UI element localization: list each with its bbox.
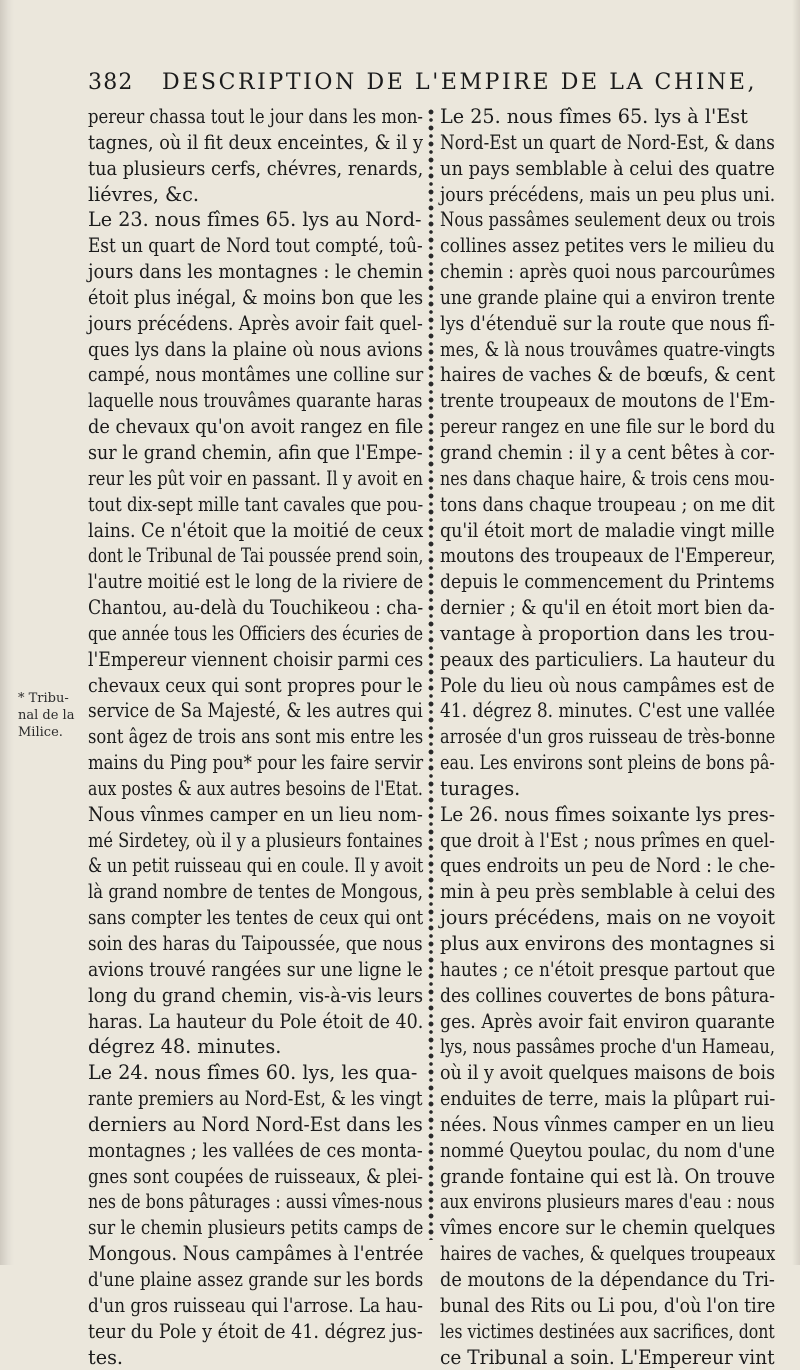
text-line: jours dans les montagnes : le chemin xyxy=(88,259,399,285)
text-line: peaux des particuliers. La hauteur du xyxy=(440,647,747,673)
text-line: moutons des troupeaux de l'Empereur, xyxy=(440,543,738,569)
text-line: lys, nous passâmes proche d'un Hameau, xyxy=(440,1034,720,1060)
text-line: vantage à proportion dans les trou- xyxy=(440,621,766,647)
text-line: trente troupeaux de moutons de l'Em- xyxy=(440,388,743,414)
text-line: Est un quart de Nord tout compté, toû- xyxy=(88,233,382,259)
text-line: bunal des Rits ou Li pou, d'où l'on tire xyxy=(440,1293,743,1319)
text-line: tout dix-sept mille tant cavales que pou- xyxy=(88,492,376,518)
right-text-column xyxy=(440,104,775,1370)
text-line: tes. xyxy=(88,1345,423,1370)
text-line: long du grand chemin, vis-à-vis leurs xyxy=(88,983,401,1009)
text-line: là grand nombre de tentes de Mongous, xyxy=(88,879,376,905)
text-line: Nous passâmes seulement deux ou trois xyxy=(440,207,727,233)
text-line: Mongous. Nous campâmes à l'entrée xyxy=(88,1241,400,1267)
text-line: grand chemin : il y a cent bêtes à cor- xyxy=(440,440,744,466)
text-line: aux postes & aux autres besoins de l'Etat. xyxy=(88,776,362,802)
text-line: haires de vaches, & quelques troupeaux xyxy=(440,1241,727,1267)
text-line: depuis le commencement du Printems xyxy=(440,569,741,595)
text-line: nes de bons pâturages : aussi vîmes-nous xyxy=(88,1189,366,1215)
text-line: qu'il étoit mort de maladie vingt mille xyxy=(440,518,745,544)
margin-note-line: Milice. xyxy=(18,724,90,741)
text-line: tagnes, où il fit deux enceintes, & il y xyxy=(88,130,397,156)
text-line: d'un gros ruisseau qui l'arrose. La hau- xyxy=(88,1293,382,1319)
running-title: DESCRIPTION DE L'EMPIRE DE LA CHINE, xyxy=(162,70,757,95)
text-line: chemin : après quoi nous parcourûmes xyxy=(440,259,736,285)
text-line: Nord-Est un quart de Nord-Est, & dans xyxy=(440,130,733,156)
text-line: haras. La hauteur du Pole étoit de 40. xyxy=(88,1009,393,1035)
text-line: une grande plaine qui a environ trente xyxy=(440,285,738,311)
text-line: ques endroits un peu de Nord : le che- xyxy=(440,853,740,879)
text-line: mes, & là nous trouvâmes quatre-vingts xyxy=(440,337,728,363)
text-line: de chevaux qu'on avoit rangez en file xyxy=(88,414,398,440)
text-line: lys d'étenduë sur la route que nous fî- xyxy=(440,311,744,337)
text-line: tua plusieurs cerfs, chévres, renards, xyxy=(88,156,397,182)
text-line: Chantou, au-delà du Touchikeou : cha- xyxy=(88,595,388,621)
text-line: où il y avoit quelques maisons de bois xyxy=(440,1060,745,1086)
text-line: jours précédens, mais on ne voyoit xyxy=(440,905,772,931)
text-line: avions trouvé rangées sur une ligne le xyxy=(88,957,389,983)
text-line: l'autre moitié est le long de la riviere de xyxy=(88,569,375,595)
text-line: dernier ; & qu'il en étoit mort bien da- xyxy=(440,595,740,621)
margin-note-line: * Tribu- xyxy=(18,690,90,707)
page-right-edge-shadow xyxy=(792,0,800,1265)
text-line: tons dans chaque troupeau ; on me dit xyxy=(440,492,739,518)
margin-note-line: nal de la xyxy=(18,707,90,724)
text-line: étoit plus inégal, & moins bon que les xyxy=(88,285,393,311)
text-line: l'Empereur viennent choisir parmi ces xyxy=(88,647,389,673)
text-line: aux environs plusieurs mares d'eau : nous xyxy=(440,1189,714,1215)
page-left-edge-shadow xyxy=(0,0,14,1265)
text-line: mains du Ping pou* pour les faire servir xyxy=(88,750,376,776)
text-line: un pays semblable à celui des quatre xyxy=(440,156,751,182)
text-line: nées. Nous vînmes camper en un lieu xyxy=(440,1112,748,1138)
text-line: nes dans chaque haire, & trois cens mou- xyxy=(440,466,718,492)
text-line: des collines couvertes de bons pâtura- xyxy=(440,983,740,1009)
text-line: haires de vaches & de bœufs, & cent xyxy=(440,362,752,388)
text-line: service de Sa Majesté, & les autres qui xyxy=(88,698,382,724)
text-line: 41. dégrez 8. minutes. C'est une vallée xyxy=(440,698,737,724)
text-line: Le 24. nous fîmes 60. lys, les qua- xyxy=(88,1060,423,1086)
text-line: plus aux environs des montagnes si xyxy=(440,931,764,957)
text-line: chevaux ceux qui sont propres pour le xyxy=(88,673,389,699)
text-line: sans compter les tentes de ceux qui ont xyxy=(88,905,379,931)
text-line: d'une plaine assez grande sur les bords xyxy=(88,1267,379,1293)
text-line: ges. Après avoir fait environ quarante xyxy=(440,1009,743,1035)
text-line: liévres, &c. xyxy=(88,182,423,208)
text-line: sur le chemin plusieurs petits camps de xyxy=(88,1215,378,1241)
text-line: ce Tribunal a soin. L'Empereur vint xyxy=(440,1345,764,1370)
text-line: & un petit ruisseau qui en coule. Il y avoit xyxy=(88,853,362,879)
text-line: Le 26. nous fîmes soixante lys pres- xyxy=(440,802,763,828)
text-line: Pole du lieu où nous campâmes est de xyxy=(440,673,743,699)
text-line: ques lys dans la plaine où nous avions xyxy=(88,337,391,363)
text-line: collines assez petites vers le milieu du xyxy=(440,233,740,259)
text-line: teur du Pole y étoit de 41. dégrez jus- xyxy=(88,1319,395,1345)
text-line: jours précédens, mais un peu plus uni. xyxy=(440,182,738,208)
margin-note xyxy=(18,690,90,741)
text-line: pereur rangez en une file sur le bord du xyxy=(440,414,728,440)
text-line: que année tous les Officiers des écuries de xyxy=(88,621,357,647)
text-line: hautes ; ce n'étoit presque partout que xyxy=(440,957,736,983)
text-line: que droit à l'Est ; nous prîmes en quel- xyxy=(440,828,737,854)
page-header xyxy=(88,70,788,106)
column-ornament-divider xyxy=(426,108,436,1240)
text-line: pereur chassa tout le jour dans les mon- xyxy=(88,104,374,130)
text-line: gnes sont coupées de ruisseaux, & plei- xyxy=(88,1164,379,1190)
text-line: Nous vînmes camper en un lieu nom- xyxy=(88,802,398,828)
text-line: vîmes encore sur le chemin quelques xyxy=(440,1215,751,1241)
text-line: derniers au Nord Nord-Est dans les xyxy=(88,1112,411,1138)
text-line: montagnes ; les vallées de ces monta- xyxy=(88,1138,393,1164)
text-line: les victimes destinées aux sacrifices, dont xyxy=(440,1319,715,1345)
text-line: mé Sirdetey, où il y a plusieurs fontaines xyxy=(88,828,371,854)
text-line: rante premiers au Nord-Est, & les vingt xyxy=(88,1086,377,1112)
text-line: enduites de terre, mais la plûpart rui- xyxy=(440,1086,746,1112)
text-line: turages. xyxy=(440,776,775,802)
page-number: 382 xyxy=(88,70,134,95)
text-line: dégrez 48. minutes. xyxy=(88,1034,423,1060)
text-line: laquelle nous trouvâmes quarante haras xyxy=(88,388,373,414)
text-line: Le 23. nous fîmes 65. lys au Nord- xyxy=(88,207,423,233)
text-line: dont le Tribunal de Tai poussée prend soin, xyxy=(88,543,355,569)
text-line: soin des haras du Taipoussée, que nous xyxy=(88,931,379,957)
text-line: lains. Ce n'étoit que la moitié de ceux xyxy=(88,518,395,544)
text-line: min à peu près semblable à celui des xyxy=(440,879,752,905)
text-line: nommé Queytou poulac, du nom d'une xyxy=(440,1138,739,1164)
text-line: sur le grand chemin, afin que l'Empe- xyxy=(88,440,394,466)
text-line: grande fontaine qui est là. On trouve xyxy=(440,1164,752,1190)
text-line: campé, nous montâmes une colline sur xyxy=(88,362,384,388)
left-text-column xyxy=(88,104,423,1370)
text-line: jours précédens. Après avoir fait quel- xyxy=(88,311,389,337)
text-line: eau. Les environs sont pleins de bons pâ- xyxy=(440,750,720,776)
text-line: reur les pût voir en passant. Il y avoit en xyxy=(88,466,372,492)
text-line: arrosée d'un gros ruisseau de très-bonne xyxy=(440,724,721,750)
text-line: sont âgez de trois ans sont mis entre les xyxy=(88,724,374,750)
text-line: Le 25. nous fîmes 65. lys à l'Est xyxy=(440,104,775,130)
text-line: de moutons de la dépendance du Tri- xyxy=(440,1267,750,1293)
